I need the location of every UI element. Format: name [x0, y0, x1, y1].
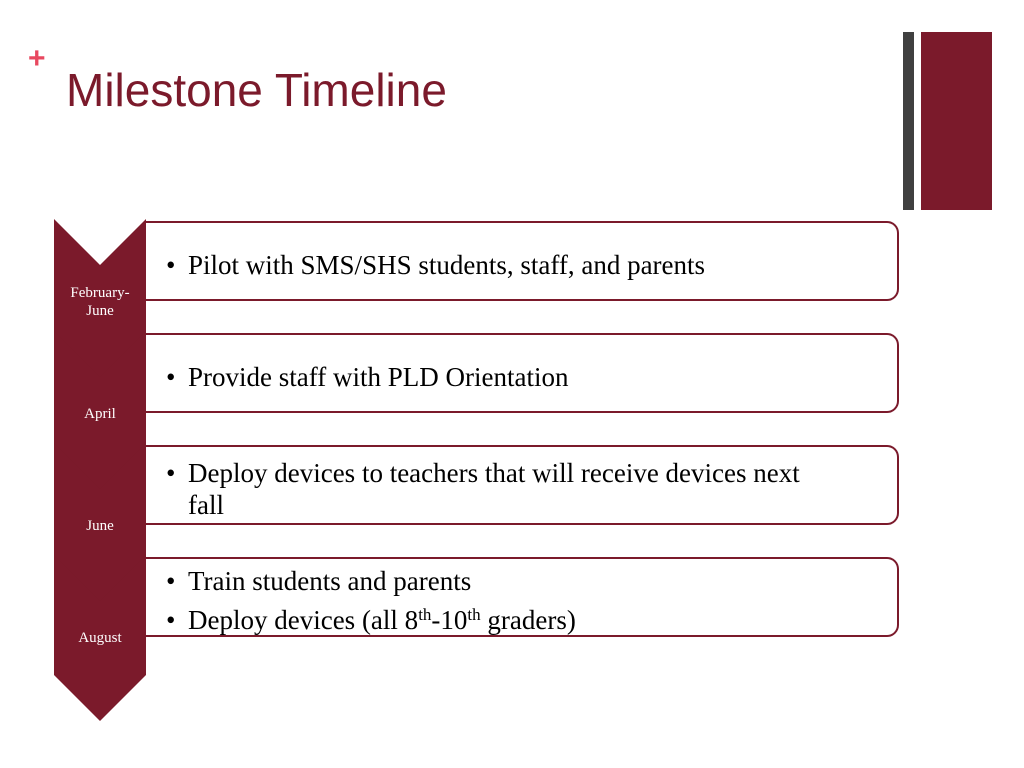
- plus-icon: +: [28, 42, 46, 75]
- decor-bar-maroon: [921, 32, 992, 210]
- date-line-1: February-: [70, 285, 130, 301]
- deploy-prefix: Deploy devices (all 8: [188, 605, 419, 635]
- slide-title: Milestone Timeline: [66, 64, 447, 116]
- deploy-suffix: graders): [480, 605, 576, 635]
- milestone-bullet: • Pilot with SMS/SHS students, staff, and parents: [166, 249, 897, 281]
- milestone-date-label: June: [86, 518, 114, 534]
- milestone-bullet-deploy: [166, 604, 897, 636]
- milestone-content-box: [146, 557, 899, 637]
- milestone-content-box: [146, 445, 899, 525]
- ordinal-suffix: th: [467, 605, 481, 624]
- deploy-middle: -10: [431, 605, 468, 635]
- timeline-row-august: [54, 555, 904, 721]
- milestone-date-label: August: [78, 630, 122, 646]
- ordinal-suffix: th: [418, 605, 432, 624]
- milestone-bullet: • Deploy devices to teachers that will receive devices next fall: [166, 457, 837, 521]
- milestone-content-box: [146, 221, 899, 301]
- milestone-date-label: April: [84, 406, 116, 422]
- milestone-content-box: [146, 333, 899, 413]
- date-line-2: June: [86, 303, 114, 319]
- milestone-bullet: • Train students and parents: [166, 565, 897, 597]
- decor-bar-dark: [903, 32, 914, 210]
- milestone-bullet: • Provide staff with PLD Orientation: [166, 361, 897, 393]
